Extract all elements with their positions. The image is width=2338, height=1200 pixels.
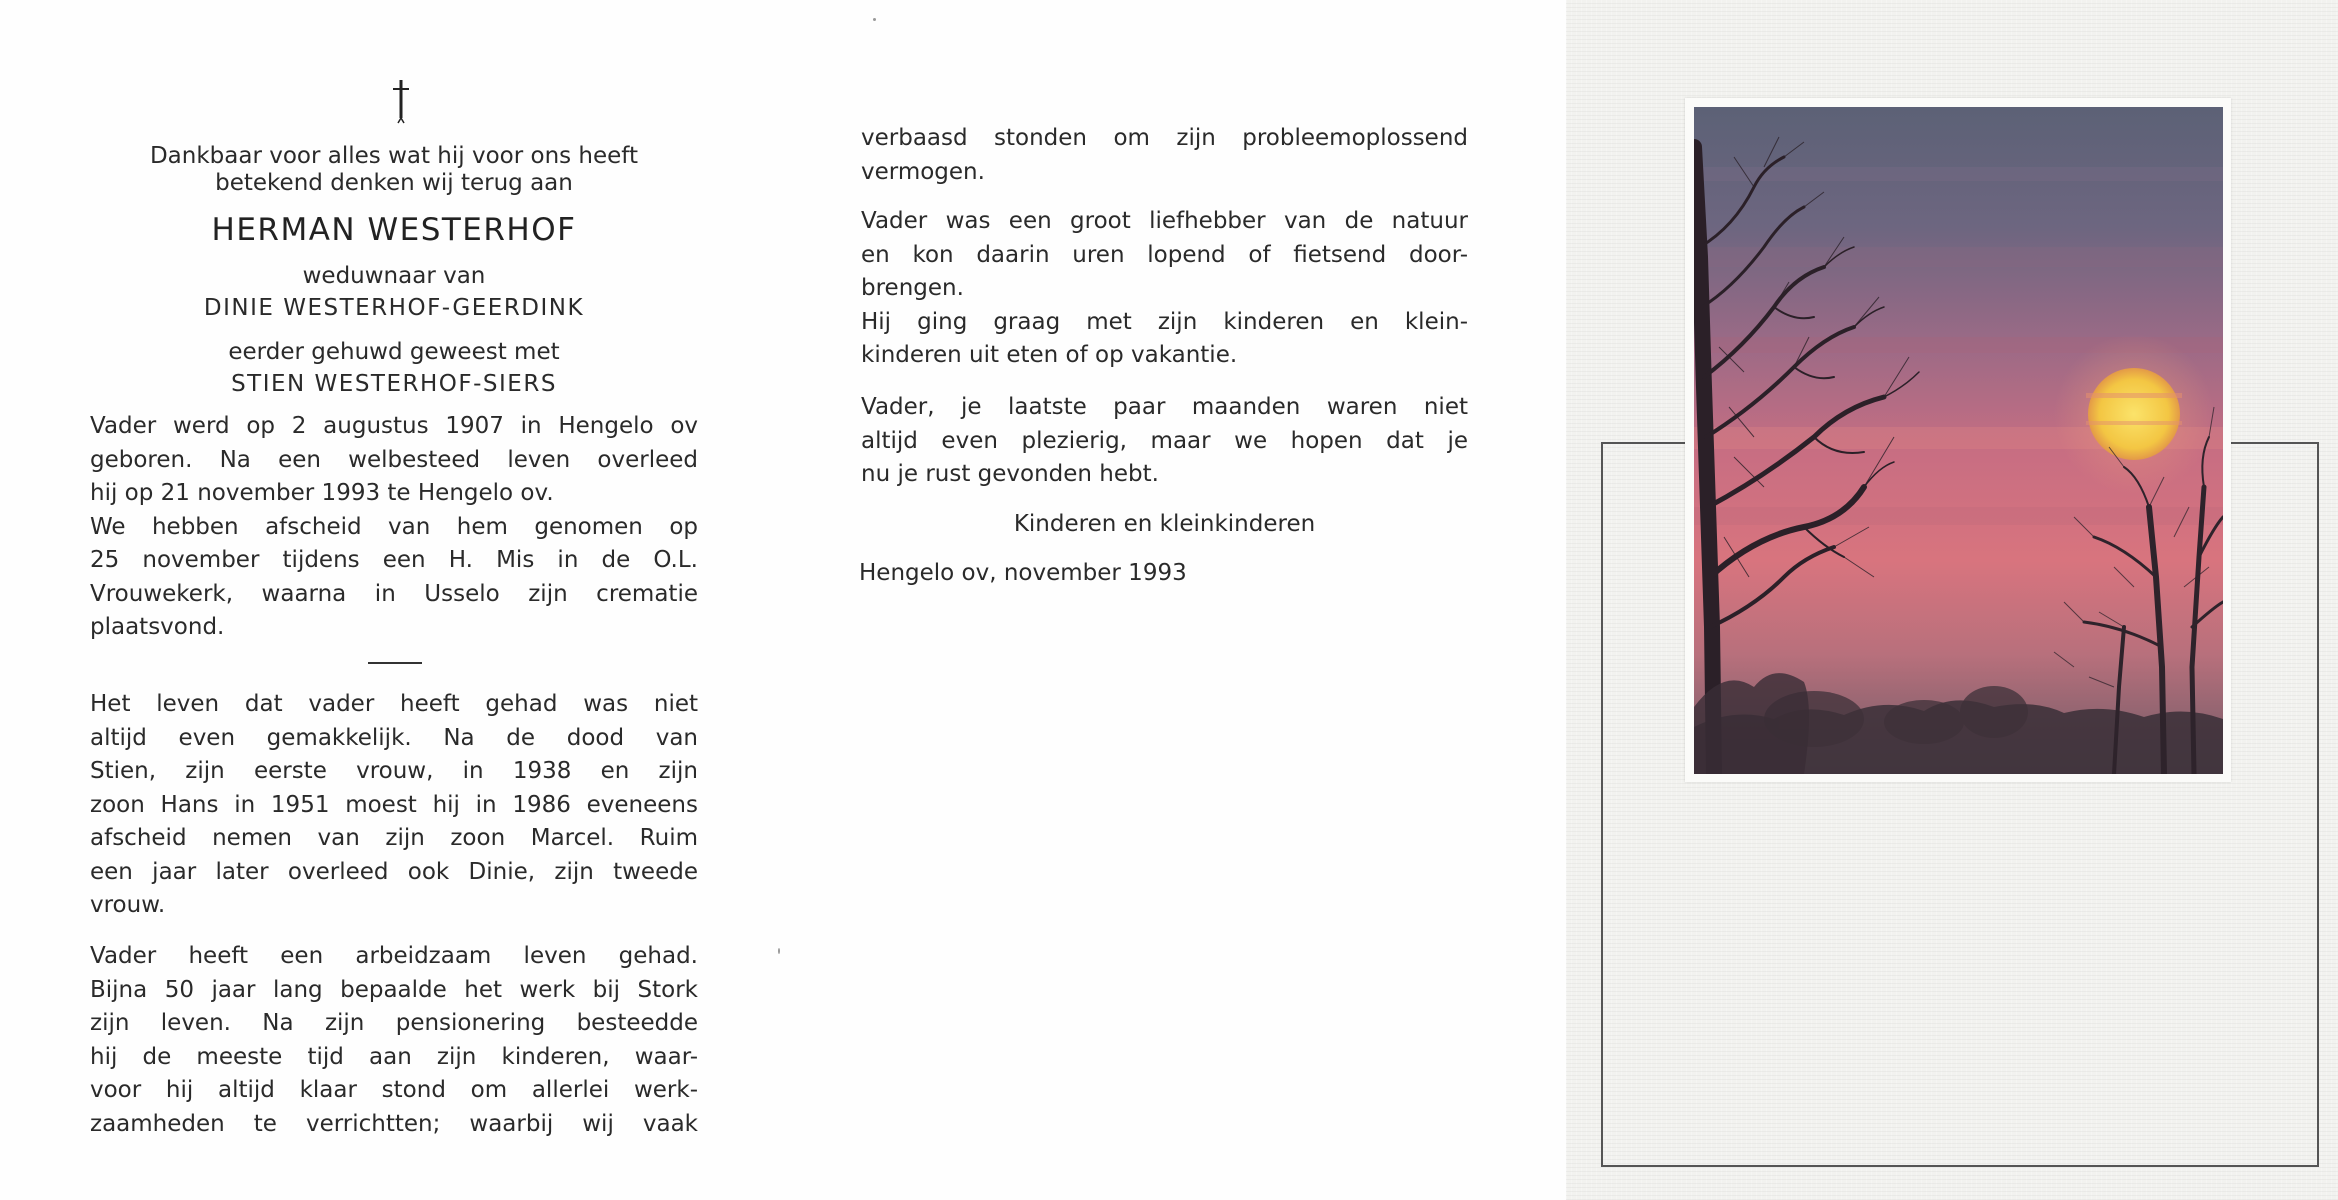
text-line: nu je rust gevonden hebt.	[861, 461, 1159, 487]
intro-line-2: betekend denken wij terug aan	[215, 170, 573, 196]
signature-children: Kinderen en kleinkinderen	[1013, 511, 1316, 537]
text-line: zaamheden te verrichtten; waarbij wij vaak	[90, 1110, 698, 1137]
text-line: en kon daarin uren lopend of fietsend door-	[861, 241, 1468, 268]
cross-icon	[386, 76, 416, 126]
text-line: geboren. Na een welbesteed leven overleed	[90, 446, 698, 473]
deceased-name: HERMAN WESTERHOF	[211, 212, 577, 248]
text-line: zijn leven. Na zijn pensionering besteedde	[90, 1010, 698, 1036]
text-line: voor hij altijd klaar stond om allerlei werk-	[90, 1077, 698, 1103]
text-line: Vrouwekerk, waarna in Usselo zijn crematie	[90, 580, 698, 607]
paragraph-working-life	[90, 940, 698, 1141]
place-and-date: Hengelo ov, november 1993	[859, 560, 1187, 586]
speck	[778, 948, 780, 954]
paragraph-nature	[861, 205, 1468, 373]
text-line: Het leven dat vader heeft gehad was niet	[90, 691, 698, 717]
speck	[873, 18, 876, 21]
text-line: plaatsvond.	[90, 614, 225, 640]
text-line: Vader was een groot liefhebber van de natuur	[861, 208, 1468, 234]
text-line: afscheid nemen van zijn zoon Marcel. Ruim	[90, 825, 698, 851]
text-line: Vader, je laatste paar maanden waren niet	[861, 394, 1468, 420]
text-line: zoon Hans in 1951 moest hij in 1986 eveneens	[90, 791, 698, 818]
spouse-name: DINIE WESTERHOF-GEERDINK	[203, 295, 585, 321]
paragraph-life-history	[90, 688, 698, 923]
text-line: Vader heeft een arbeidzaam leven gehad.	[90, 943, 698, 969]
text-line: hij de meeste tijd aan zijn kinderen, waar-	[90, 1043, 698, 1070]
sunset-photo	[1694, 107, 2223, 774]
separator-dash	[368, 662, 422, 664]
text-line: hij op 21 november 1993 te Hengelo ov.	[90, 480, 554, 506]
widower-of: weduwnaar van	[302, 263, 486, 289]
text-line: altijd even gemakkelijk. Na de dood van	[90, 724, 698, 751]
text-line: Hij ging graag met zijn kinderen en klein-	[861, 308, 1468, 335]
paragraph-continuation	[861, 122, 1468, 189]
text-line: We hebben afscheid van hem genomen op	[90, 513, 698, 540]
first-spouse-name: STIEN WESTERHOF-SIERS	[231, 371, 557, 397]
text-line: vrouw.	[90, 892, 166, 918]
text-line: 25 november tijdens een H. Mis in de O.L.	[90, 547, 698, 573]
intro-line-1: Dankbaar voor alles wat hij voor ons heeft	[149, 143, 639, 169]
text-line: altijd even plezierig, maar we hopen dat je	[861, 427, 1468, 454]
text-line: vermogen.	[861, 158, 985, 185]
text-line: verbaasd stonden om zijn probleemoplossend	[861, 125, 1468, 151]
text-line: een jaar later overleed ook Dinie, zijn tweede	[90, 858, 698, 885]
text-line: kinderen uit eten of op vakantie.	[861, 342, 1238, 368]
earlier-married: eerder gehuwd geweest met	[228, 339, 560, 365]
text-line: brengen.	[861, 275, 964, 301]
paragraph-life-dates	[90, 410, 698, 645]
text-line: Stien, zijn eerste vrouw, in 1938 en zijn	[90, 758, 698, 784]
card-back-panel	[1566, 0, 2338, 1200]
paragraph-last-months	[861, 391, 1468, 492]
text-line: Bijna 50 jaar lang bepaalde het werk bij Stork	[90, 976, 698, 1003]
text-line: Vader werd op 2 augustus 1907 in Hengelo ov	[90, 413, 698, 439]
intro-text	[90, 143, 698, 197]
